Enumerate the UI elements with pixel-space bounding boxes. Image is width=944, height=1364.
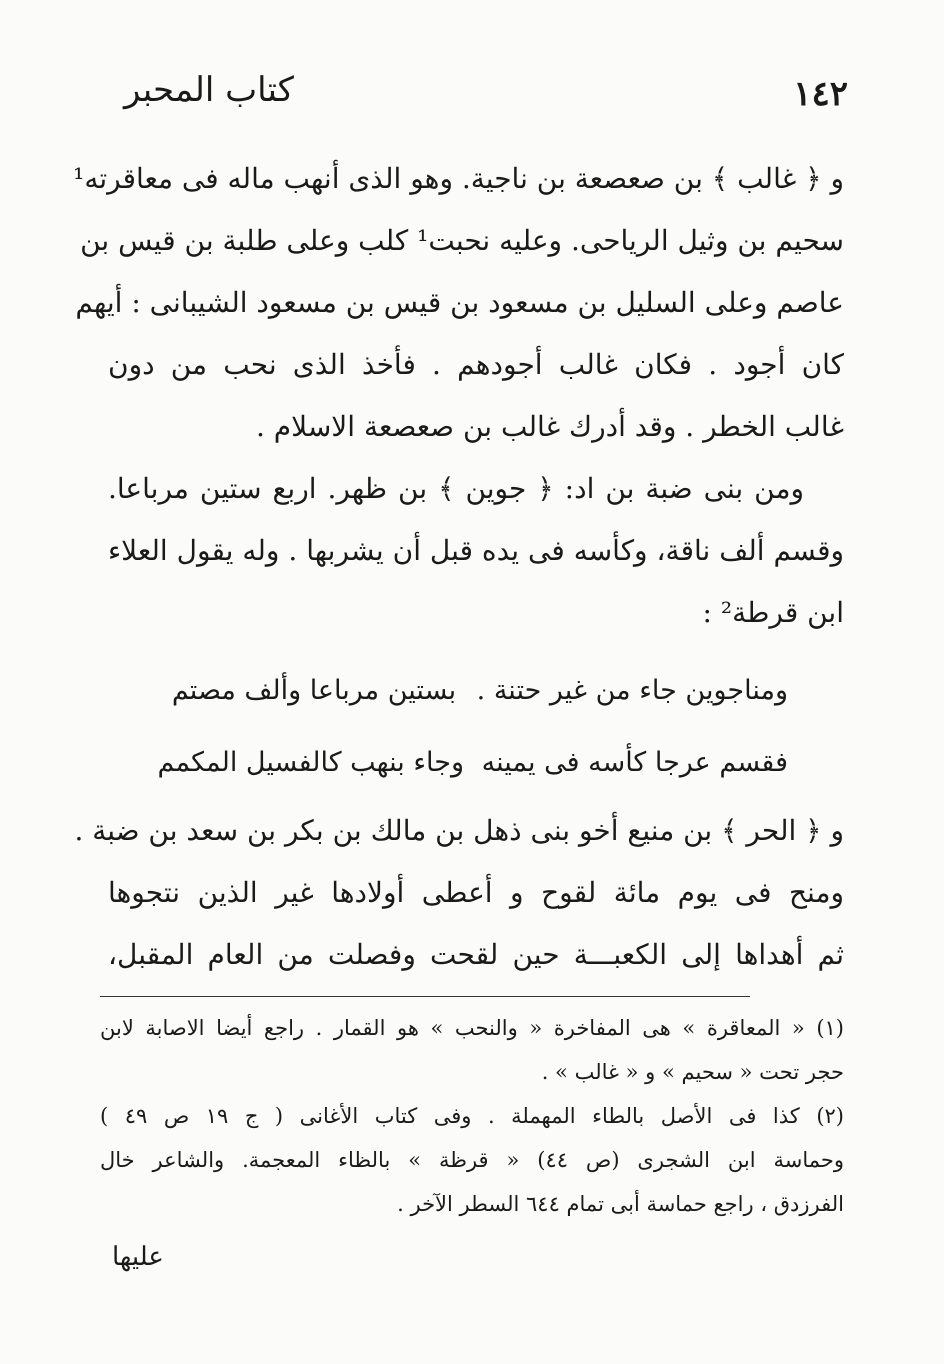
footnotes [100,1006,844,1226]
text-line: وقسم ألف ناقة، وكأسه فى يده قبل أن يشربها . وله يقول العلاء [108,534,844,567]
verse-line [108,655,844,727]
verse-first-hemistich: ومناجوين جاء من غير حتنة . [476,675,788,706]
text-line: و ﴿ الحر ﴾ بن منيع أخو بنى ذهل بن مالك بن بكر بن سعد بن ضبة . [74,814,844,847]
verse-second-hemistich: وجاء بنهب كالفسيل المكمم [157,747,464,778]
footnote-line: الفرزدق ، راجع حماسة أبى تمام ٦٤٤ السطر الآخر . [397,1192,844,1216]
text-line: كان أجود . فكان غالب أجودهم . فأخذ الذى نحب من دون [108,348,844,381]
verse-line [108,727,844,799]
text-line: و ﴿ غالب ﴾ بن صعصعة بن ناجية. وهو الذى أنهب ماله فى معاقرته¹ [73,162,844,195]
catchword: عليها [112,1242,164,1272]
footnote-line: وحماسة ابن الشجرى (ص ٤٤) « قرظة » بالظاء المعجمة. والشاعر خال [100,1148,844,1172]
page-number: ١٤٢ [793,74,848,114]
main-text [73,148,844,644]
text-line: عاصم وعلى السليل بن مسعود بن قيس بن مسعود الشيبانى : أيهم [75,286,844,319]
text-line: سحيم بن وثيل الرياحى. وعليه نحبت¹ كلب وعلى طلبة بن قيس بن [80,224,844,257]
text-line: ومنح فى يوم مائة لقوح و أعطى أولادها غير الذين نتجوها [108,876,845,909]
verse-first-hemistich: فقسم عرجا كأسه فى يمينه [481,747,788,778]
text-line: غالب الخطر . وقد أدرك غالب بن صعصعة الاسلام . [256,410,844,443]
footnote-line: (٢) كذا فى الأصل بالطاء المهملة . وفى كتاب الأغانى ( ج ١٩ ص ٤٩ ) [100,1104,844,1128]
footnote-line: حجر تحت « سحيم » و « غالب » . [541,1060,844,1084]
verse-second-hemistich: بستين مرباعا وألف مصتم [171,675,457,706]
main-text-continued [74,800,845,986]
running-head-title: كتاب المحبر [123,70,294,110]
text-line: ومن بنى ضبة بن اد: ﴿ جوين ﴾ بن ظهر. اربع ستين مرباعا. [108,472,804,505]
footnote-separator [100,996,750,997]
text-line: ثم أهداها إلى الكعبـــة حين لقحت وفصلت من العام المقبل، [108,938,844,971]
poem [108,655,844,799]
footnote-line: (١) « المعاقرة » هى المفاخرة « والنحب » هو القمار . راجع أيضا الاصابة لابن [100,1016,844,1040]
text-line: ابن قرطة² : [702,596,844,629]
